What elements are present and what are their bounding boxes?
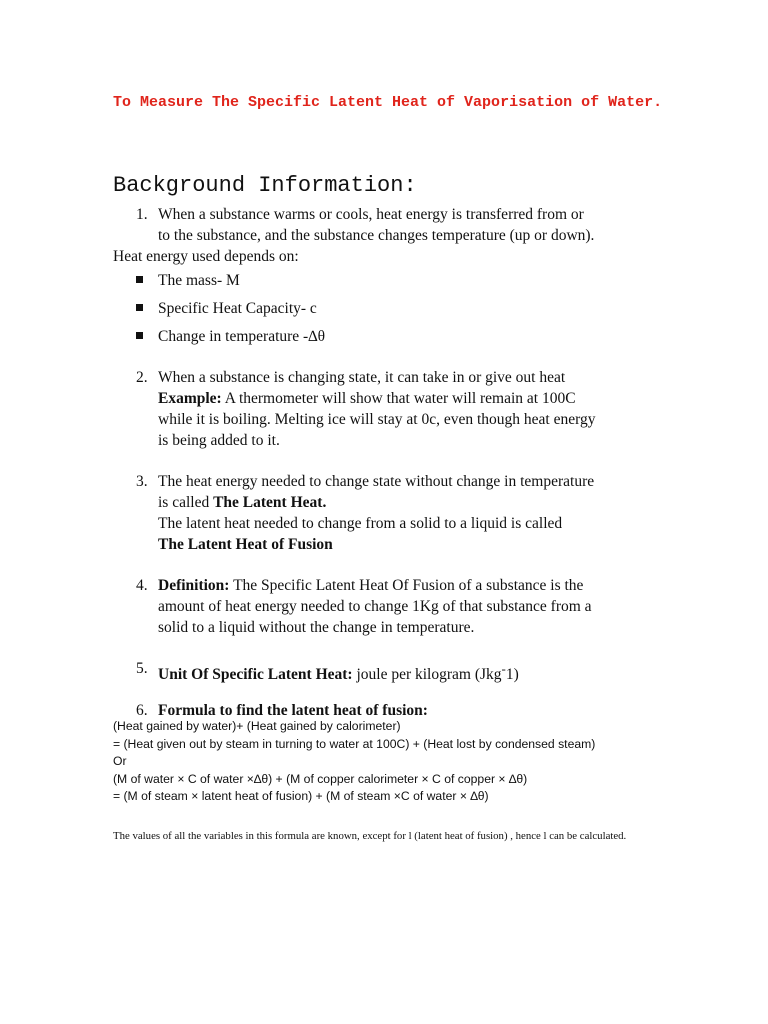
square-bullet-icon <box>136 304 143 311</box>
formula-label: Formula to find the latent heat of fusion: <box>158 702 428 719</box>
formula-line: (M of water × C of water ×∆θ) + (M of copper calorimeter × C of copper × ∆θ) <box>113 771 528 786</box>
item-number: 1. <box>136 206 148 223</box>
item-line: Unit Of Specific Latent Heat: joule per kilogram (Jkg-1) <box>158 661 519 684</box>
item-line: When a substance warms or cools, heat energy is transferred from or <box>158 206 584 223</box>
section-heading: Background Information: <box>113 173 417 198</box>
item-line: Example: A thermometer will show that water will remain at 100C <box>158 390 576 407</box>
formula-line: = (M of steam × latent heat of fusion) + (M of steam ×C of water × ∆θ) <box>113 789 489 803</box>
item-line: When a substance is changing state, it can take in or give out heat <box>158 369 566 386</box>
item-number: 6. <box>136 702 148 719</box>
list-item: Change in temperature -∆θ <box>0 326 400 350</box>
depends-on-text: Heat energy used depends on: <box>113 248 299 265</box>
item-number: 2. <box>136 369 148 386</box>
unit-label: Unit Of Specific Latent Heat: <box>158 666 353 684</box>
list-item: The mass- M <box>0 270 400 294</box>
formula-line: = (Heat given out by steam in turning to water at 100C) + (Heat lost by condensed steam) <box>113 736 596 751</box>
item-line: to the substance, and the substance changes temperature (up or down). <box>158 227 595 244</box>
definition-label: Definition: <box>158 577 230 594</box>
item-line: The heat energy needed to change state without change in temperature <box>158 473 595 490</box>
latent-heat-term: The Latent Heat. <box>213 494 327 511</box>
formula-block <box>113 718 733 806</box>
list-item: Specific Heat Capacity- c <box>0 298 400 322</box>
latent-heat-fusion-term: The Latent Heat of Fusion <box>158 536 333 553</box>
formula-line: Or <box>113 754 127 768</box>
item-line: amount of heat energy needed to change 1Kg of that substance from a <box>158 598 592 615</box>
item-line: Definition: The Specific Latent Heat Of Fusion of a substance is the <box>158 577 584 594</box>
item-number: 5. <box>136 660 148 677</box>
square-bullet-icon <box>136 332 143 339</box>
formula-line: (Heat gained by water)+ (Heat gained by calorimeter) <box>113 719 401 733</box>
item-number: 3. <box>136 473 148 490</box>
item-line: while it is boiling. Melting ice will stay at 0c, even though heat energy <box>158 411 596 428</box>
square-bullet-icon <box>136 276 143 283</box>
document-title: To Measure The Specific Latent Heat of Vaporisation of Water. <box>113 94 663 111</box>
footnote-text: The values of all the variables in this formula are known, except for l (latent heat of fusion) , hence l can be calculated. <box>113 830 627 842</box>
item-number: 4. <box>136 577 148 594</box>
item-line <box>158 534 658 555</box>
item-line: is called The Latent Heat. <box>158 494 327 511</box>
example-label: Example: <box>158 390 222 407</box>
item-line: solid to a liquid without the change in temperature. <box>158 619 475 636</box>
item-line: The latent heat needed to change from a solid to a liquid is called <box>158 515 563 532</box>
item-line: is being added to it. <box>158 432 280 449</box>
